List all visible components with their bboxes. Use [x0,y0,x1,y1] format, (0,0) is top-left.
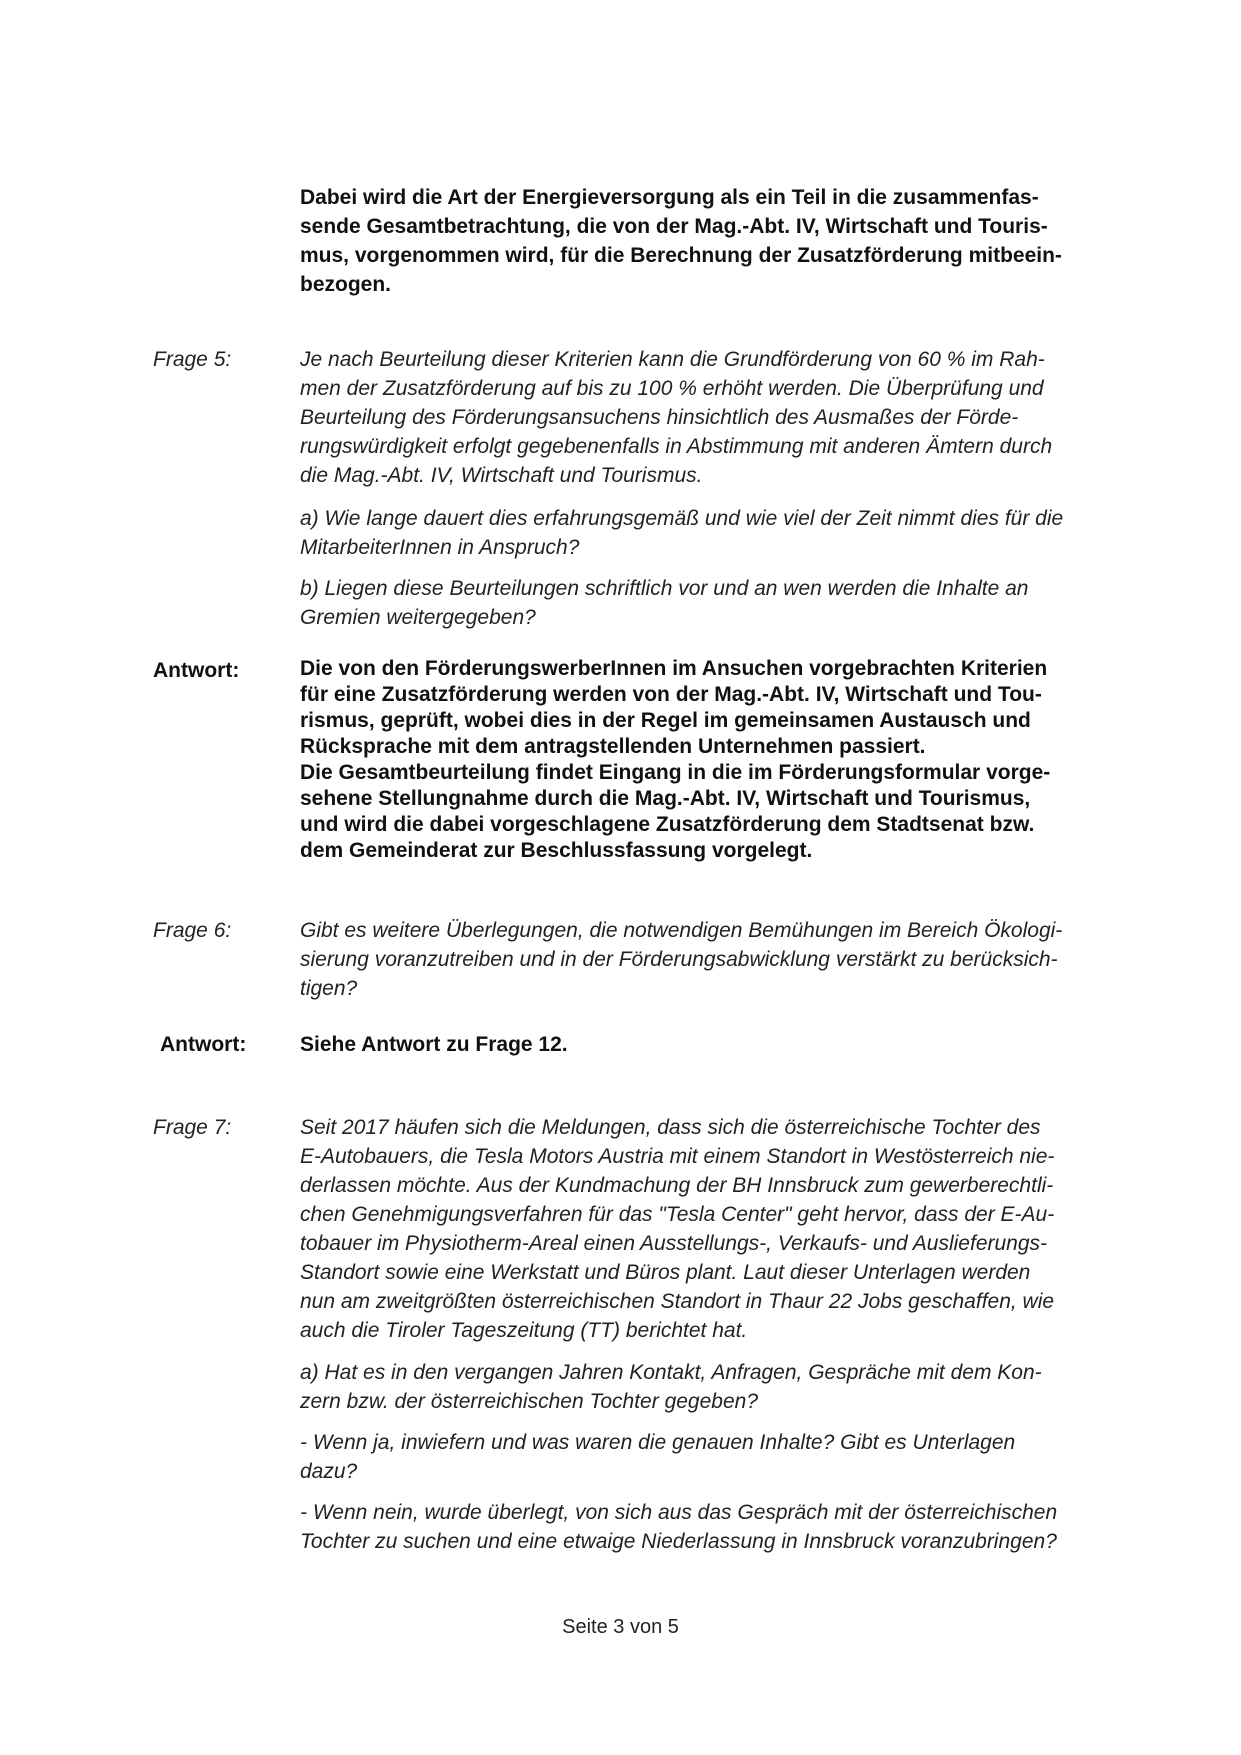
frage-7-if-no [300,1498,1130,1556]
text-line: Rücksprache mit dem antragstellenden Unternehmen passiert. [300,735,926,758]
text-line: Standort sowie eine Werkstatt und Büros plant. Laut dieser Unterlagen werden [300,1261,1031,1284]
text-line: a) Wie lange dauert dies erfahrungsgemäß und wie viel der Zeit nimmt dies für die [300,507,1064,530]
frage-7-text [300,1113,1130,1345]
antwort-5-text [300,656,1130,864]
text-line: zern bzw. der österreichischen Tochter gegeben? [300,1390,759,1413]
text-line: Dabei wird die Art der Energieversorgung als ein Teil in die zusammenfas- [300,186,1039,209]
text-line: sierung voranzutreiben und in der Förderungsabwicklung verstärkt zu berücksich- [300,948,1058,971]
text-line: E-Autobauers, die Tesla Motors Austria mit einem Standort in Westösterreich nie- [300,1145,1055,1168]
text-line: mus, vorgenommen wird, für die Berechnung der Zusatzförderung mitbeein- [300,244,1062,267]
page-number: Seite 3 von 5 [562,1616,679,1638]
frage-5-question-b [300,574,1130,632]
text-line: men der Zusatzförderung auf bis zu 100 % erhöht werden. Die Überprüfung und [300,377,1044,400]
text-line: tigen? [300,977,358,1000]
text-line: MitarbeiterInnen in Anspruch? [300,536,580,559]
text-line: derlassen möchte. Aus der Kundmachung der BH Innsbruck zum gewerberechtli- [300,1174,1054,1197]
text-line: bezogen. [300,273,392,296]
text-line: dazu? [300,1460,358,1483]
frage-5-question-a [300,504,1130,562]
text-line: die Mag.-Abt. IV, Wirtschaft und Tourismus. [300,464,703,487]
frage-6-text [300,916,1130,1003]
frage-6-label: Frage 6: [153,919,232,942]
text-line: Beurteilung des Förderungsansuchens hinsichtlich des Ausmaßes der Förde- [300,406,1019,429]
text-line: Je nach Beurteilung dieser Kriterien kann die Grundförderung von 60 % im Rah- [300,348,1045,371]
text-line: dem Gemeinderat zur Beschlussfassung vorgelegt. [300,839,813,862]
text-line: sehene Stellungnahme durch die Mag.-Abt. IV, Wirtschaft und Tourismus, [300,787,1031,810]
text-line: für eine Zusatzförderung werden von der Mag.-Abt. IV, Wirtschaft und Tou- [300,683,1042,706]
antwort-6-text: Siehe Antwort zu Frage 12. [300,1033,568,1056]
frage-7-if-yes [300,1428,1130,1486]
text-line: b) Liegen diese Beurteilungen schriftlich vor und an wen werden die Inhalte an [300,577,1029,600]
text-line: rungswürdigkeit erfolgt gegebenenfalls in Abstimmung mit anderen Ämtern durch [300,435,1053,458]
text-line: tobauer im Physiotherm-Areal einen Ausstellungs-, Verkaufs- und Auslieferungs- [300,1232,1048,1255]
text-line: Tochter zu suchen und eine etwaige Niederlassung in Innsbruck voranzubringen? [300,1530,1057,1553]
text-line: und wird die dabei vorgeschlagene Zusatzförderung dem Stadtsenat bzw. [300,813,1035,836]
text-line: Gibt es weitere Überlegungen, die notwendigen Bemühungen im Bereich Ökologi- [300,919,1063,942]
text-line: Gremien weitergegeben? [300,606,536,629]
frage-5-text [300,345,1130,490]
text-line: Die Gesamtbeurteilung findet Eingang in die im Förderungsformular vorge- [300,761,1051,784]
antwort-5-label: Antwort: [153,659,240,682]
text-line: - Wenn ja, inwiefern und was waren die genauen Inhalte? Gibt es Unterlagen [300,1431,1016,1454]
frage-7-question-a [300,1358,1130,1416]
text-line: auch die Tiroler Tageszeitung (TT) berichtet hat. [300,1319,748,1342]
antwort-6-label: Antwort: [160,1033,247,1056]
text-line: - Wenn nein, wurde überlegt, von sich aus das Gespräch mit der österreichischen [300,1501,1058,1524]
intro-paragraph [300,183,1130,299]
text-line: Die von den FörderungswerberInnen im Ansuchen vorgebrachten Kriterien [300,657,1048,680]
text-line: rismus, geprüft, wobei dies in der Regel im gemeinsamen Austausch und [300,709,1031,732]
text-line: Seit 2017 häufen sich die Meldungen, dass sich die österreichische Tochter des [300,1116,1041,1139]
frage-7-label: Frage 7: [153,1116,232,1139]
text-line: a) Hat es in den vergangen Jahren Kontakt, Anfragen, Gespräche mit dem Kon- [300,1361,1042,1384]
text-line: chen Genehmigungsverfahren für das "Tesla Center" geht hervor, dass der E-Au- [300,1203,1055,1226]
frage-5-label: Frage 5: [153,348,232,371]
text-line: nun am zweitgrößten österreichischen Standort in Thaur 22 Jobs geschaffen, wie [300,1290,1055,1313]
text-line: sende Gesamtbetrachtung, die von der Mag.-Abt. IV, Wirtschaft und Touris- [300,215,1048,238]
